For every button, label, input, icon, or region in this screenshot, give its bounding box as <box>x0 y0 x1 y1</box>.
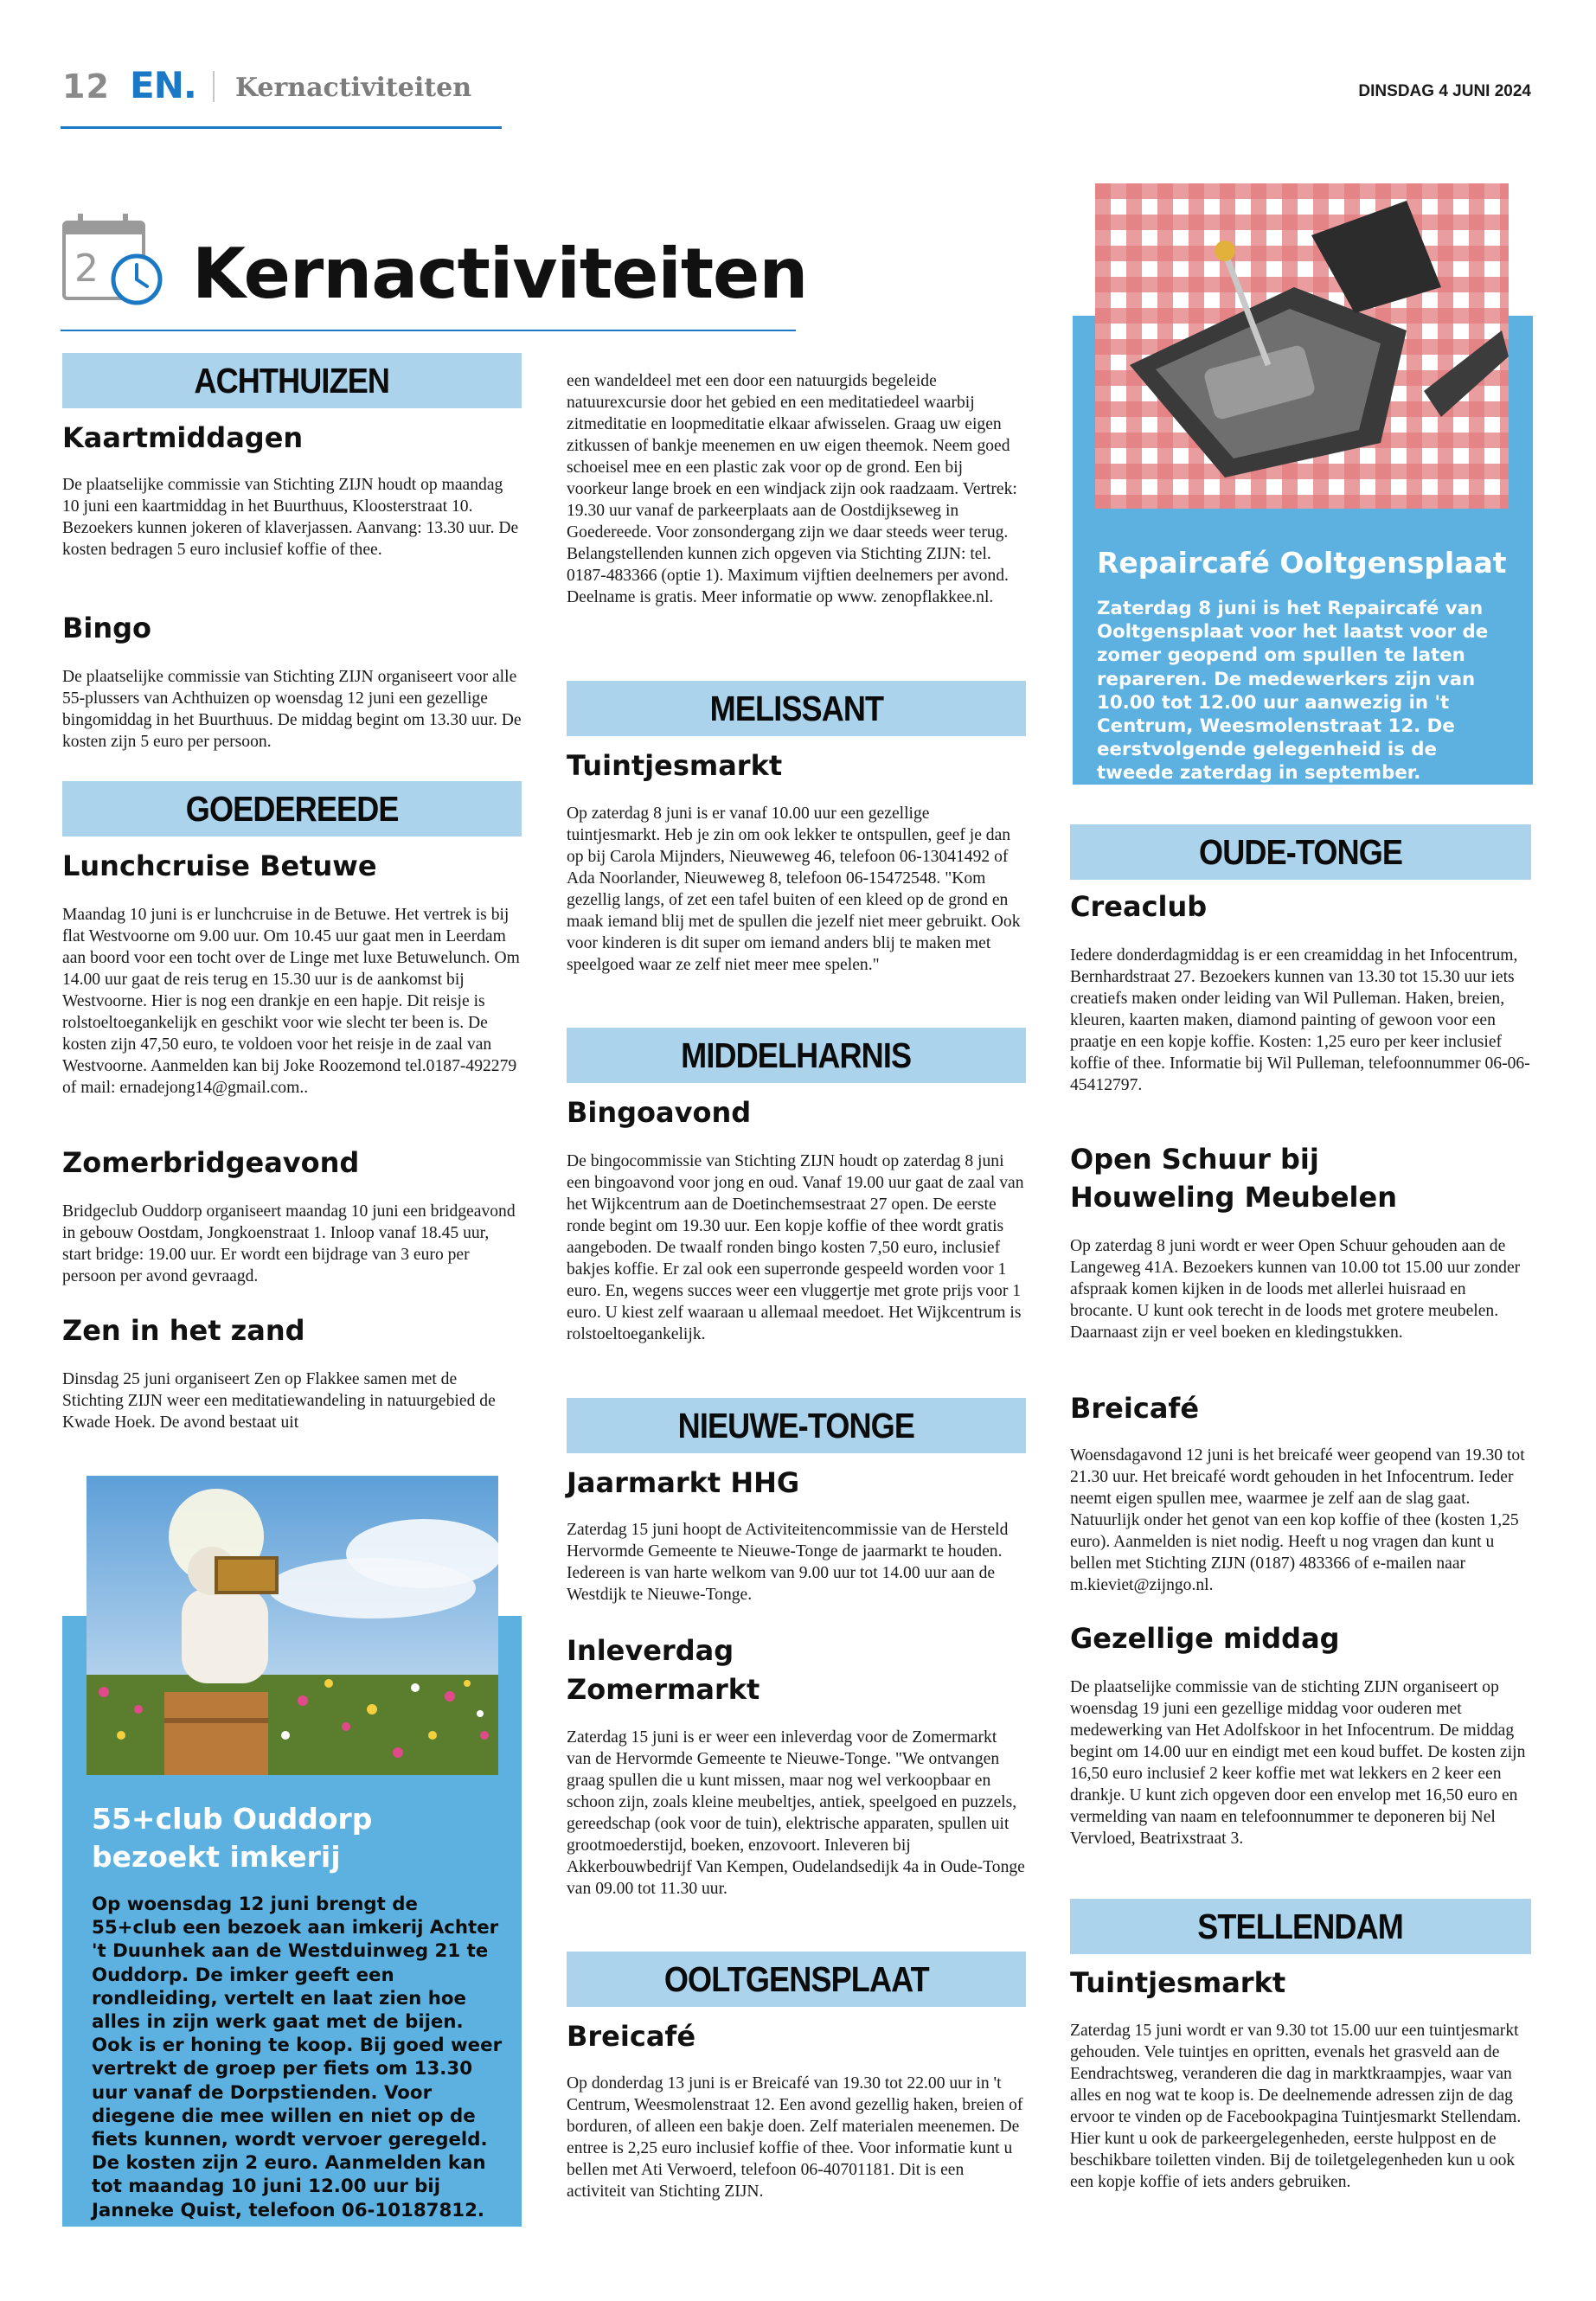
article-body: De plaatselijke commissie van de stichting ZIJN organiseert op woensdag 19 juni een gezellige middag voor ouderen met medewerking van Het Adolfskoor in het Infocentrum. De middag begint om 14.00 uur en eindigt met een koud buffet. De kosten zijn 16,50 euro inclusief 2 keer koffie met wat lekkers en 2 keer een drankje. U kunt zich opgeven door een envelop met 16,50 euro en vermelding van naam en telefoonnummer te deponeren bij Nel Vervloed, Beatrixstraat 3. <box>1070 1678 1526 1848</box>
town-header-melissant: MELISSANT <box>567 681 1026 736</box>
article-title: Inleverdag <box>567 1634 734 1667</box>
article-body: Maandag 10 juni is er lunchcruise in de Betuwe. Het vertrek is bij flat Westvoorne om 9.00 uur. Om 10.45 uur gaat men in Leerdam aan boord voor een tocht over de Linge met luxe Betuwelunch. Om 14.00 uur gaat de reis terug en 15.30 uur is de aankomst bij Westvoorne. Hier is nog een drankje en een hapje. Dit reisje is rolstoeltoegankelijk en geschikt voor wie slecht ter been is. De kosten zijn 47,50 euro, te voldoen voor het reisje in de zaal van Westvoorne. Aanmelden kan bij Joke Roozemond tel.0187-492279 of mail: ernadejong14@gmail.com.. <box>62 906 520 1097</box>
article-title: Breicafé <box>567 2020 696 2053</box>
article-title: Bingo <box>62 612 152 644</box>
town-header-goedereede: GOEDEREEDE <box>62 781 522 836</box>
town-header-middelharnis: MIDDELHARNIS <box>567 1028 1026 1083</box>
article-title: Creaclub <box>1070 890 1208 923</box>
feature-title: 55+club Ouddorp <box>92 1802 373 1836</box>
article-body: Op zaterdag 8 juni wordt er weer Open Schuur gehouden aan de Langeweg 41A. Bezoekers kunnen van 10.00 tot 15.00 uur zonder afspraak komen kijken in de loods met allerlei huisraad en brocante. U kunt ook terecht in de loods met grotere meubelen. Daarnaast zijn er veel boeken en kledingstukken. <box>1070 1237 1521 1342</box>
header-divider <box>213 71 215 102</box>
article-body: Bridgeclub Ouddorp organiseert maandag 10 juni een bridgeavond in gebouw Oostdam, Jongkoenstraat 1. Inloop vanaf 18.45 uur, start bridge: 19.00 uur. Er wordt een bijdrage van 3 euro per persoon per avond gevraagd. <box>62 1202 516 1285</box>
page-title: Kernactiviteiten <box>192 234 808 314</box>
header-rule <box>61 126 502 129</box>
town-header-stellendam: STELLENDAM <box>1070 1899 1531 1954</box>
town-header-oude-tonge: OUDE-TONGE <box>1070 824 1531 880</box>
beekeeper-photo <box>87 1476 498 1775</box>
article-title: Open Schuur bij <box>1070 1143 1319 1176</box>
article-body-continued: een wandeldeel met een door een natuurgids begeleide natuurexcursie door het gebied en een meditatiedeel waarbij zitmeditatie en loopmeditatie elkaar afwisselen. Graag uw eigen zitkussen of bankje meenemen en uw eigen theemok. Neem goed schoeisel mee en een plastic zak voor op de grond. Een bij voorkeur lange broek en een windjack zijn ook raadzaam. Vertrek: 19.30 uur vanaf de parkeerplaats aan de Oostdijkseweg in Goedereede. Voor zonsondergang zijn we daar steeds weer terug. Belangstellenden kunnen zich opgeven via Stichting ZIJN: tel. 0187-483366 (optie 1). Maximum vijftien deelnemers per avond. Deelname is gratis. Meer informatie op www. zenopflakkee.nl. <box>567 372 1017 606</box>
page-number: 12 <box>62 67 110 106</box>
article-title: Kaartmiddagen <box>62 421 304 454</box>
article-body: Op donderdag 13 juni is er Breicafé van 19.30 tot 22.00 uur in 't Centrum, Weesmolenstraat 12. Een avond gezellig haken, breien of borduren, of alleen een bakje doen. Zelf materialen meenemen. De entree is 2,25 euro inclusief koffie of thee. Voor informatie kunt u bellen met Ati Verwoerd, telefoon 06-40701181. Dit is een activiteit van Stichting ZIJN. <box>567 2074 1023 2201</box>
town-header-ooltgensplaat: OOLTGENSPLAAT <box>567 1952 1026 2007</box>
feature-body: Zaterdag 8 juni is het Repaircafé van Ooltgensplaat voor het laatst voor de zomer geopend om spullen te laten repareren. De medewerkers zijn van 10.00 tot 12.00 uur aanwezig in 't Centrum, Weesmolenstraat 12. De eerstvolgende gelegenheid is de tweede zaterdag in september. <box>1097 598 1489 785</box>
article-title: Zomermarkt <box>567 1673 760 1706</box>
section-label: Kernactiviteiten <box>235 73 472 103</box>
article-title: Lunchcruise Betuwe <box>62 849 377 882</box>
article-title: Tuintjesmarkt <box>1070 1966 1286 1999</box>
svg-text:2: 2 <box>74 247 99 291</box>
article-title: Breicafé <box>1070 1392 1200 1425</box>
article-body: De bingocommissie van Stichting ZIJN houdt op zaterdag 8 juni een bingoavond voor jong en oud. Vanaf 19.00 uur gaat de zaal van het Wijkcentrum aan de Doetinchemsestraat 27 open. De eerste ronde begint om 19.30 uur. Een kopje koffie of thee wordt gratis aangeboden. De twaalf ronden bingo kosten 7,50 euro, inclusief bakjes koffie. Er zal ook een superronde gespeeld worden voor 1 euro. En, wegens succes weer een vluggertje met grote prijs voor 1 euro. U kiest zelf waaraan u allemaal meedoet. Het Wijkcentrum is rolstoeltoegankelijk. <box>567 1152 1024 1343</box>
article-body: Op zaterdag 8 juni is er vanaf 10.00 uur een gezellige tuintjesmarkt. Heb je zin om ook lekker te ontspullen, geef je dan op bij Carola Mijnders, Nieuweweg 46, telefoon 06-13041492 of Ada Noorlander, Nieuweweg 8, telefoon 06-15472548. "Kom gezellig langs, of zet een tafel buiten of een kleed op de grond en maak iemand blij met de spullen die jezelf niet meer gebruikt. Ook voor kinderen is dit super om iemand anders blij te maken met speelgoed waar ze zelf niet meer mee spelen." <box>567 804 1021 974</box>
article-body: Zaterdag 15 juni wordt er van 9.30 tot 15.00 uur een tuintjesmarkt gehouden. Vele tuintjes en opritten, evenals het grasveld aan de Eendrachtsweg, veranderen die dag in marktkraampjes, waar van alles en nog wat te koop is. De deelnemende adressen zijn de dag ervoor te vinden op de Facebookpagina Tuintjesmarkt Stellendam. Hier kunt u ook de parkeergelegenheden, eerste hulppost en de beschikbare toiletten vinden. Bij de toiletgelegenheden kun u ook een kopje koffie of iets anders gebruiken. <box>1070 2022 1522 2191</box>
article-body: Zaterdag 15 juni hoopt de Activiteitencommissie van de Hersteld Hervormde Gemeente te Nieuwe-Tonge de jaarmarkt te houden. Iedereen is van harte welkom van 9.00 uur tot 14.00 uur aan de Westdijk te Nieuwe-Tonge. <box>567 1521 1009 1604</box>
article-title: Bingoavond <box>567 1096 752 1129</box>
article-body: Woensdagavond 12 juni is het breicafé weer geopend van 19.30 tot 21.30 uur. Het breicafé wordt gehouden in het Infocentrum. Ieder neemt eigen spullen mee, waarmee je zelf aan de slag gaat. Natuurlijk onder het genot van een kop koffie of thee (kosten 1,25 euro). Aanmelden is niet nodig. Heeft u nog vragen dan kunt u bellen met Stichting ZIJN (0187) 483366 of e-mailen naar m.kieviet@zijngo.nl. <box>1070 1446 1525 1594</box>
feature-title: bezoekt imkerij <box>92 1840 341 1874</box>
issue-date: DINSDAG 4 JUNI 2024 <box>1358 82 1531 100</box>
article-title: Zen in het zand <box>62 1314 305 1347</box>
town-header-achthuizen: ACHTHUIZEN <box>62 353 522 408</box>
article-title: Zomerbridgeavond <box>62 1146 360 1179</box>
town-header-nieuwe-tonge: NIEUWE-TONGE <box>567 1398 1026 1453</box>
article-title: Tuintjesmarkt <box>567 749 783 782</box>
article-title: Jaarmarkt HHG <box>567 1466 800 1499</box>
article-body: De plaatselijke commissie van Stichting ZIJN houdt op maandag 10 juni een kaartmiddag in het Buurthuus, Kloosterstraat 10. Bezoekers kunnen jokeren of klaverjassen. Aanvang: 13.30 uur. De kosten bedragen 5 euro inclusief koffie of thee. <box>62 476 519 559</box>
feature-body: Op woensdag 12 juni brengt de 55+club een bezoek aan imkerij Achter 't Duunhek aan de Westduinweg 21 te Ouddorp. De imker geeft een rondleiding, vertelt en laat zien hoe alles in zijn werk gaat met de bijen. Ook is er honing te koop. Bij goed weer vertrekt de groep per fiets om 13.30 uur vanaf de Dorpstienden. Voor diegene die mee willen en niet op de fiets kunnen, wordt vervoer geregeld. De kosten zijn 2 euro. Aanmelden kan tot maandag 10 juni 12.00 uur bij Janneke Quist, telefoon 06-10187812. <box>92 1894 503 2221</box>
title-rule <box>61 330 796 331</box>
article-body: De plaatselijke commissie van Stichting ZIJN organiseert voor alle 55-plussers van Achthuizen op woensdag 12 juni een gezellige bingomiddag in het Buurthuus. De middag begint om 13.30 uur. De kosten zijn 5 euro per persoon. <box>62 668 522 751</box>
article-body: Dinsdag 25 juni organiseert Zen op Flakkee samen met de Stichting ZIJN weer een meditatiewandeling in natuurgebied de Kwade Hoek. De avond bestaat uit <box>62 1370 496 1432</box>
repair-photo <box>1095 183 1509 509</box>
article-title: Houweling Meubelen <box>1070 1181 1397 1214</box>
article-body: Zaterdag 15 juni is er weer een inleverdag voor de Zomermarkt van de Hervormde Gemeente te Nieuwe-Tonge. "We ontvangen graag spullen die u kunt missen, maar nog wel verkoopbaar en schoon zijn, zoals kleine meubeltjes, antiek, speelgoed en puzzels, gereedschap (ook voor de tuin), elektrische apparaten, spullen uit grootmoederstijd, boeken, enzovoort. Inleveren bij Akkerbouwbedrijf Van Kempen, Oudelandsedijk 4a in Oude-Tonge van 09.00 tot 11.30 uur. <box>567 1728 1025 1898</box>
feature-title: Repaircafé Ooltgensplaat <box>1097 546 1507 580</box>
publication-logo: EN. <box>130 64 196 106</box>
calendar-clock-icon <box>61 210 166 310</box>
article-title: Gezellige middag <box>1070 1622 1340 1655</box>
article-body: Iedere donderdagmiddag is er een creamiddag in het Infocentrum, Bernhardstraat 27. Bezoekers kunnen van 13.30 tot 15.30 uur iets creatiefs maken onder leiding van Wil Pulleman. Haken, breien, kleuren, kaarten maken, diamond painting of gewoon voor een praatje en een kopje koffie. Kosten: 1,25 euro per keer inclusief koffie of thee. Informatie bij Wil Pulleman, telefoonnummer 06-06-45412797. <box>1070 946 1530 1094</box>
